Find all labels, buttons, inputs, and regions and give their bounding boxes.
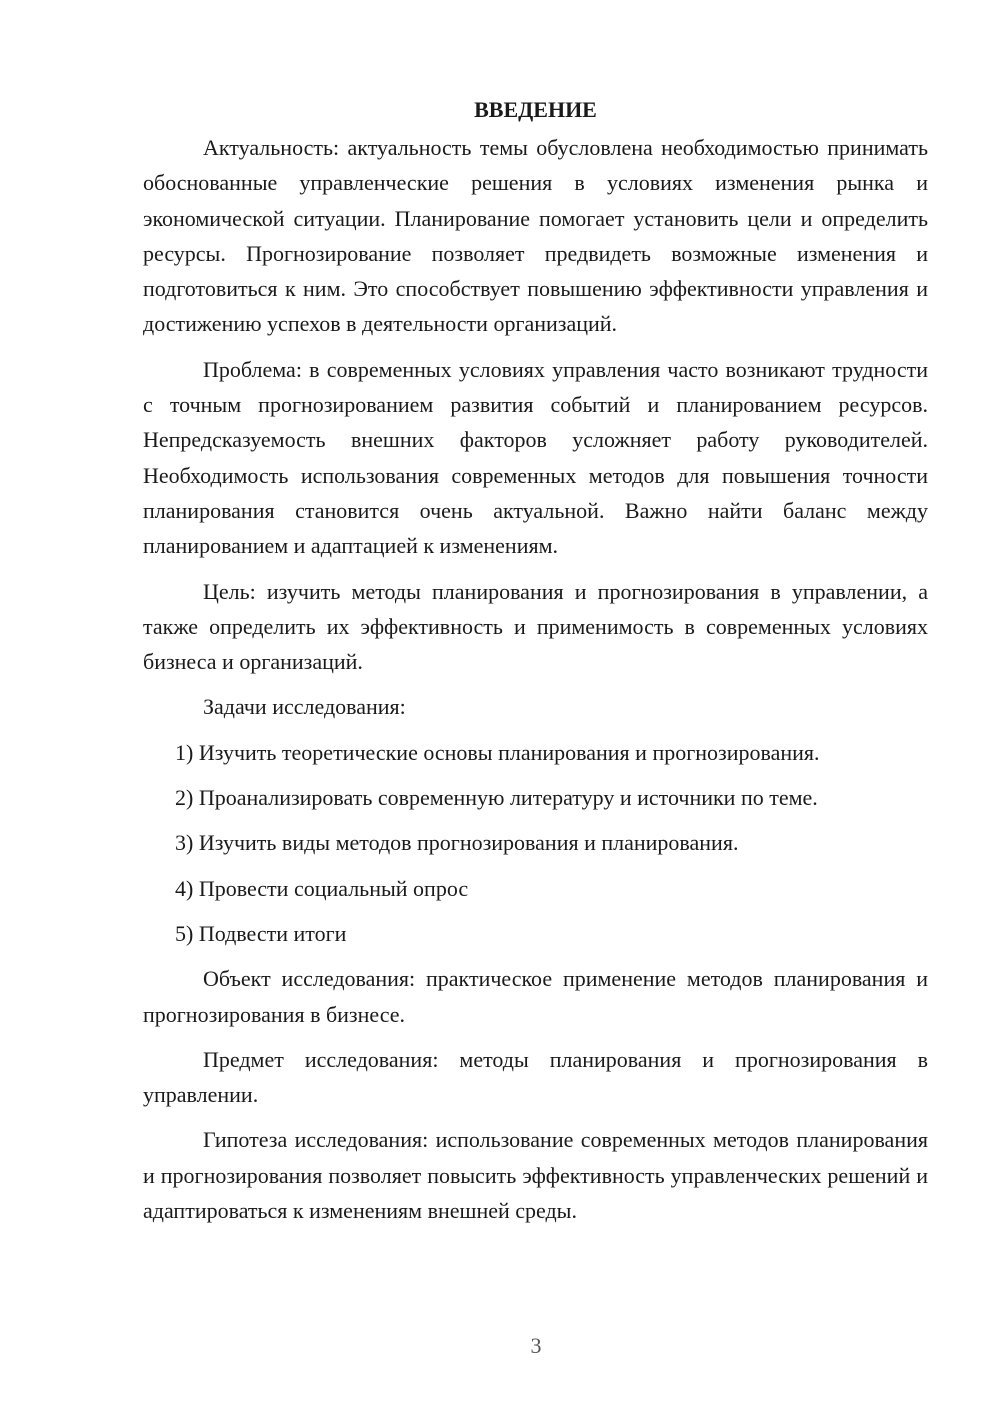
object-paragraph: Объект исследования: практическое применение методов планирования и прогнозирования в бизнесе. (143, 966, 928, 1027)
list-item: 5) Подвести итоги (175, 920, 347, 946)
list-item: 2) Проанализировать современную литературу и источники по теме. (175, 785, 818, 811)
tasks-heading: Задачи исследования: (203, 694, 406, 720)
page-title: ВВЕДЕНИЕ (474, 97, 597, 122)
problem-paragraph: Проблема: в современных условиях управления часто возникают трудности с точным прогнозированием развития событий и планированием ресурсов. Непредсказуемость внешних факторов усложняет работу руководителей. Необходимость использования современных методов для повышения точности планирования становится очень актуальной. Важно найти баланс между планированием и адаптацией к изменениям. (143, 356, 928, 559)
hypothesis-paragraph: Гипотеза исследования: использование современных методов планирования и прогнозирования позволяет повысить эффективность управленческих решений и адаптироваться к изменениям внешней среды. (143, 1127, 928, 1224)
page-number: 3 (530, 1333, 542, 1358)
tasks-list (143, 735, 928, 951)
document-page (143, 92, 928, 1238)
subject-paragraph: Предмет исследования: методы планирования и прогнозирования в управлении. (143, 1046, 928, 1108)
goal-paragraph: Цель: изучить методы планирования и прогнозирования в управлении, а также определить их эффективность и применимость в современных условиях бизнеса и организаций. (143, 578, 928, 675)
list-item: 4) Провести социальный опрос (175, 875, 469, 901)
list-item: 1) Изучить теоретические основы планирования и прогнозирования. (175, 739, 820, 765)
list-item: 3) Изучить виды методов прогнозирования и планирования. (175, 830, 739, 856)
relevance-paragraph: Актуальность: актуальность темы обусловлена необходимостью принимать обоснованные управленческие решения в условиях изменения рынка и экономической ситуации. Планирование помогает установить цели и определить ресурсы. Прогнозирование позволяет предвидеть возможные изменения и подготовиться к ним. Это способствует повышению эффективности управления и достижению успехов в деятельности организаций. (143, 135, 928, 337)
